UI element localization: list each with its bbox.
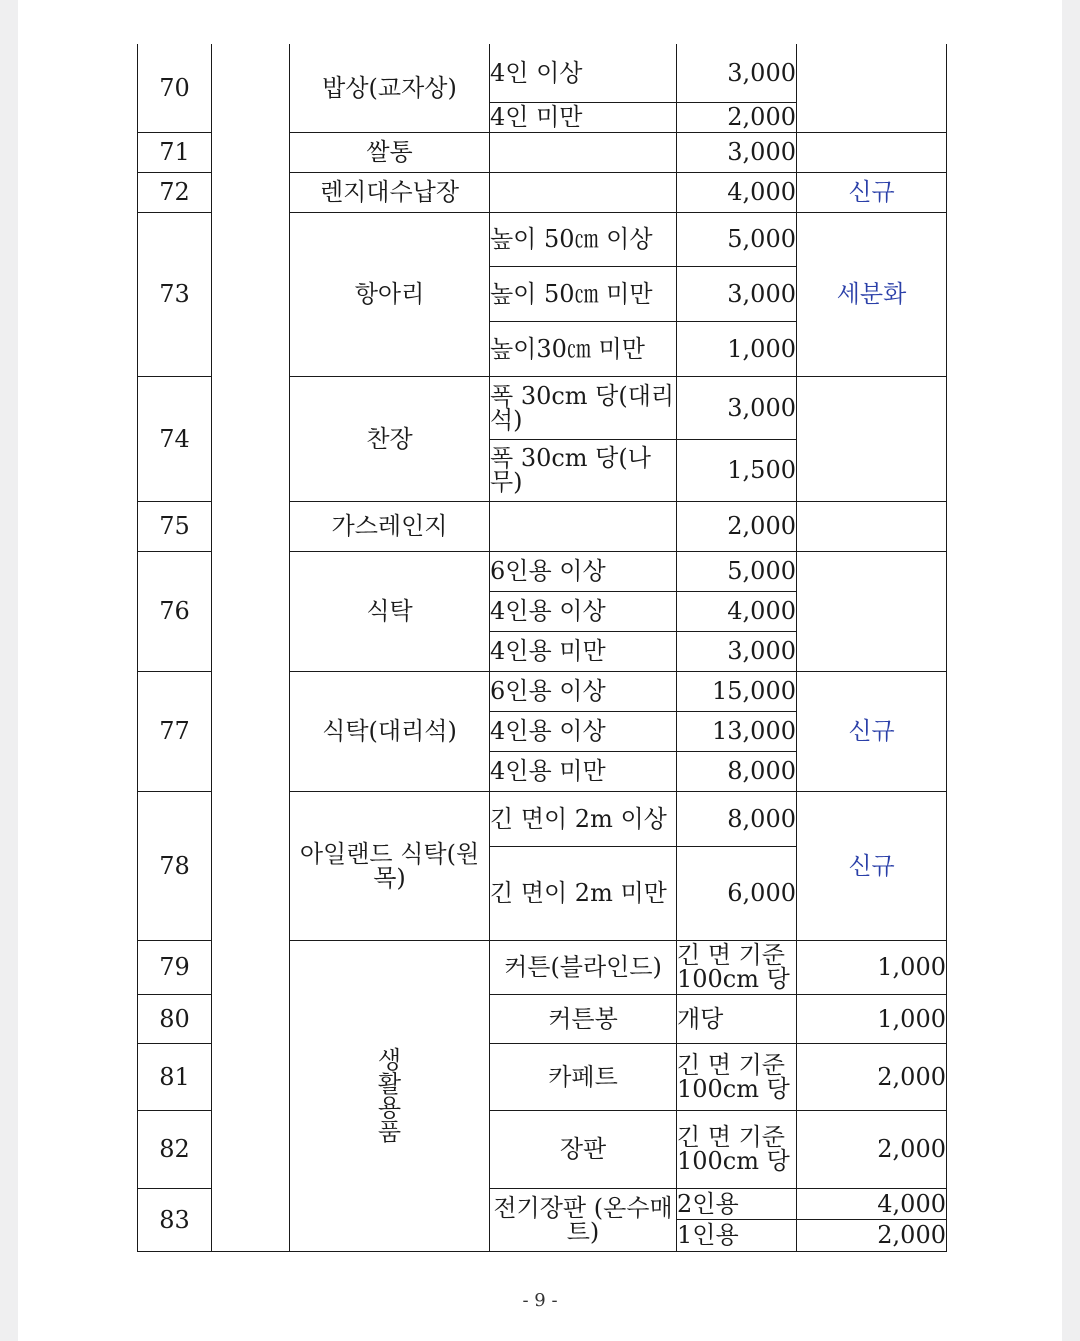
item-name: 커튼(블라인드): [490, 940, 677, 994]
row-number: 70: [138, 44, 212, 132]
condition: 4인용 미만: [490, 631, 677, 671]
note: [797, 132, 947, 172]
page-number: - 9 -: [522, 1290, 558, 1311]
price: 2,000: [797, 1110, 947, 1188]
item-name: 장판: [490, 1110, 677, 1188]
table-row: [138, 44, 947, 102]
item-name: 전기장판 (온수매트): [490, 1188, 677, 1251]
condition: 높이 50㎝ 이상: [490, 212, 677, 266]
price: 3,000: [677, 44, 797, 102]
price: 1,500: [677, 439, 797, 501]
condition: 높이 50㎝ 미만: [490, 266, 677, 321]
price: 3,000: [677, 266, 797, 321]
item-name: 항아리: [290, 212, 490, 376]
item-name: 식탁: [290, 551, 490, 671]
condition: 긴 면이 2m 미만: [490, 846, 677, 940]
item-name: 카페트: [490, 1043, 677, 1110]
item-name: 렌지대수납장: [290, 172, 490, 212]
condition: 높이30㎝ 미만: [490, 321, 677, 376]
price: 5,000: [677, 551, 797, 591]
price: 2,000: [797, 1219, 947, 1251]
price: 2,000: [677, 501, 797, 551]
fee-table: [137, 44, 947, 1252]
condition: [490, 501, 677, 551]
price: 6,000: [677, 846, 797, 940]
row-number: 76: [138, 551, 212, 671]
condition: 긴 면이 2m 이상: [490, 791, 677, 846]
price: 8,000: [677, 751, 797, 791]
note: [797, 376, 947, 501]
item-name: 밥상(교자상): [290, 44, 490, 132]
row-number: 75: [138, 501, 212, 551]
price: 3,000: [677, 631, 797, 671]
item-name: 가스레인지: [290, 501, 490, 551]
item-name: 커튼봉: [490, 994, 677, 1043]
category-cell-blank: [212, 44, 290, 1251]
condition: 폭 30cm 당(대리석): [490, 376, 677, 439]
row-number: 72: [138, 172, 212, 212]
item-name: 식탁(대리석): [290, 671, 490, 791]
row-number: 83: [138, 1188, 212, 1251]
condition: 2인용: [677, 1188, 797, 1219]
condition: [490, 132, 677, 172]
row-number: 78: [138, 791, 212, 940]
row-number: 79: [138, 940, 212, 994]
price: 8,000: [677, 791, 797, 846]
condition: 긴 면 기준 100cm 당: [677, 1110, 797, 1188]
condition: 4인용 미만: [490, 751, 677, 791]
condition: 6인용 이상: [490, 671, 677, 711]
condition: 4인용 이상: [490, 591, 677, 631]
row-number: 77: [138, 671, 212, 791]
item-name: 찬장: [290, 376, 490, 501]
row-number: 81: [138, 1043, 212, 1110]
price: 3,000: [677, 132, 797, 172]
row-number: 73: [138, 212, 212, 376]
price: 1,000: [797, 994, 947, 1043]
price: 2,000: [677, 102, 797, 132]
note: 세분화: [797, 212, 947, 376]
price: 13,000: [677, 711, 797, 751]
condition: 긴 면 기준 100cm 당: [677, 940, 797, 994]
category-label: 생활용품: [377, 1045, 402, 1146]
note: [797, 44, 947, 132]
row-number: 71: [138, 132, 212, 172]
condition: 긴 면 기준 100cm 당: [677, 1043, 797, 1110]
row-number: 80: [138, 994, 212, 1043]
note: 신규: [797, 791, 947, 940]
note: [797, 501, 947, 551]
condition: 폭 30cm 당(나무): [490, 439, 677, 501]
price: 4,000: [677, 591, 797, 631]
condition: 개당: [677, 994, 797, 1043]
price: 1,000: [677, 321, 797, 376]
condition: 1인용: [677, 1219, 797, 1251]
category-cell-household: [290, 940, 490, 1251]
condition: 4인용 이상: [490, 711, 677, 751]
condition: 4인 미만: [490, 102, 677, 132]
row-number: 82: [138, 1110, 212, 1188]
price: 1,000: [797, 940, 947, 994]
condition: [490, 172, 677, 212]
price: 15,000: [677, 671, 797, 711]
condition: 6인용 이상: [490, 551, 677, 591]
price: 3,000: [677, 376, 797, 439]
price: 4,000: [677, 172, 797, 212]
note: 신규: [797, 671, 947, 791]
item-name: 아일랜드 식탁(원목): [290, 791, 490, 940]
price: 2,000: [797, 1043, 947, 1110]
condition: 4인 이상: [490, 44, 677, 102]
note: 신규: [797, 172, 947, 212]
price: 5,000: [677, 212, 797, 266]
note: [797, 551, 947, 671]
item-name: 쌀통: [290, 132, 490, 172]
price: 4,000: [797, 1188, 947, 1219]
row-number: 74: [138, 376, 212, 501]
